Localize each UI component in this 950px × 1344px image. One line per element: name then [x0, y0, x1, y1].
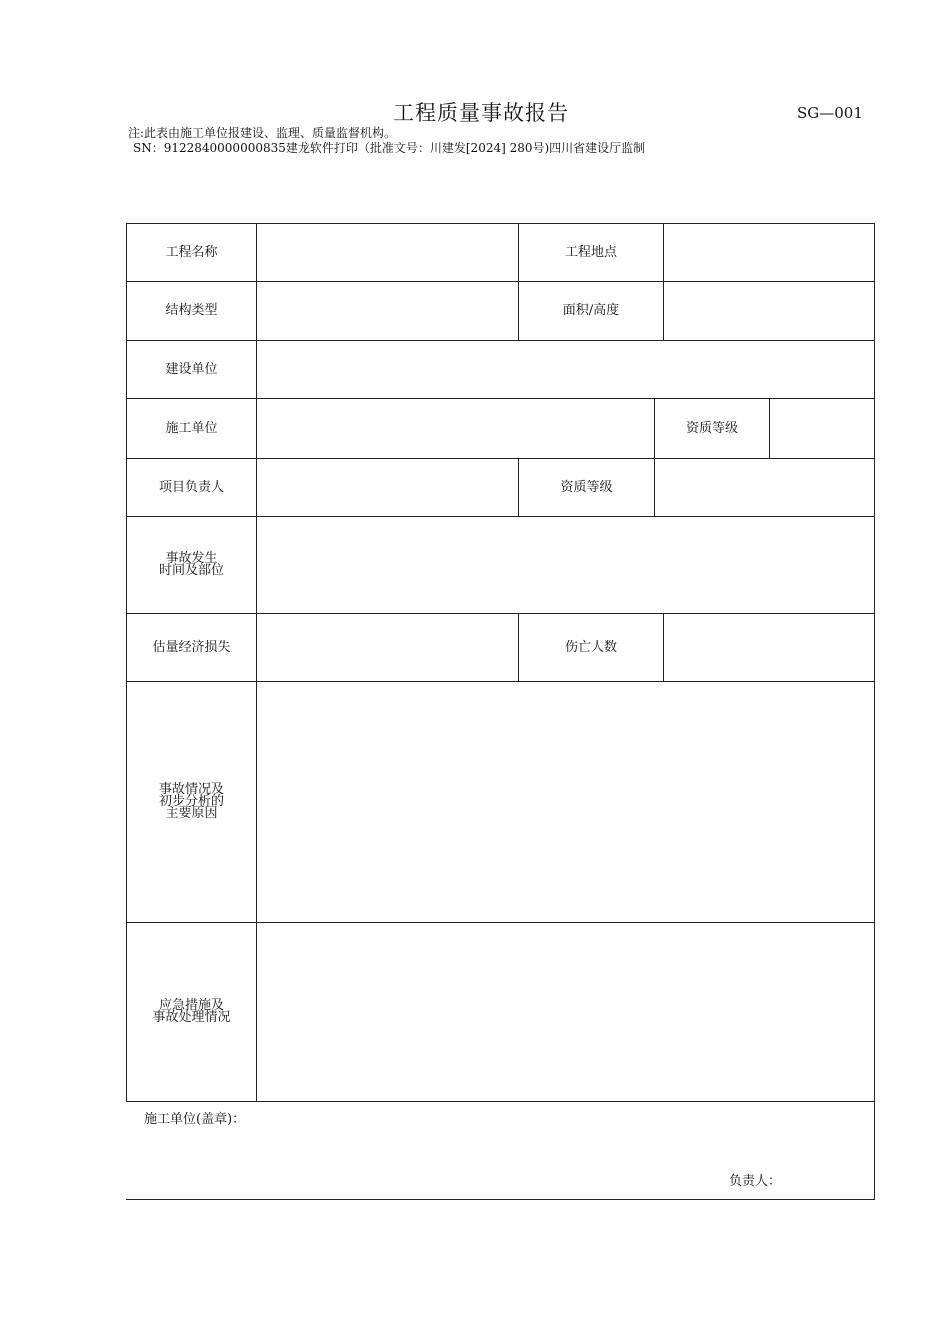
accident-cause-label-line-2: 初步分析的	[158, 794, 224, 809]
form-code: SG—001	[797, 104, 863, 122]
project-name-field[interactable]	[257, 223, 519, 282]
accident-cause-label	[126, 682, 257, 923]
signature-area[interactable]	[126, 1102, 875, 1200]
emergency-label-line-1: 应急措施及	[158, 998, 224, 1013]
economic-loss-field[interactable]	[257, 614, 519, 682]
construction-unit-field[interactable]	[257, 399, 655, 459]
area-height-label: 面积/高度	[519, 282, 664, 341]
accident-cause-label-line-1: 事故情况及	[158, 782, 224, 797]
form-note: 注:此表由施工单位报建设、监理、质量监督机构。	[128, 126, 397, 140]
construction-unit-label: 施工单位	[126, 399, 257, 459]
project-manager-label: 项目负责人	[126, 459, 257, 517]
owner-unit-field[interactable]	[257, 341, 875, 399]
qualification-label-1: 资质等级	[655, 399, 770, 459]
project-name-label: 工程名称	[126, 223, 257, 282]
owner-unit-label: 建设单位	[126, 341, 257, 399]
project-location-field[interactable]	[664, 223, 875, 282]
accident-time-field[interactable]	[257, 517, 875, 614]
economic-loss-label: 估量经济损失	[126, 614, 257, 682]
emergency-field[interactable]	[257, 923, 875, 1102]
responsible-person-label: 负责人：	[729, 1174, 782, 1189]
accident-time-label	[126, 517, 257, 614]
structure-type-field[interactable]	[257, 282, 519, 341]
accident-cause-label-line-3: 主要原因	[165, 806, 218, 821]
serial-number: SN：9122840000000835建龙软件打印（批准文号：川建发[2024] 280号)四川省建设厅监制	[133, 141, 646, 155]
emergency-label	[126, 923, 257, 1102]
accident-time-label-line-2: 时间及部位	[158, 563, 224, 578]
area-height-field[interactable]	[664, 282, 875, 341]
project-manager-field[interactable]	[257, 459, 519, 517]
qualification-field-2[interactable]	[655, 459, 875, 517]
casualties-field[interactable]	[664, 614, 875, 682]
qualification-label-2: 资质等级	[519, 459, 655, 517]
project-location-label: 工程地点	[519, 223, 664, 282]
report-title: 工程质量事故报告	[393, 101, 569, 125]
casualties-label: 伤亡人数	[519, 614, 664, 682]
emergency-label-line-2: 事故处理情况	[152, 1010, 231, 1025]
qualification-field-1[interactable]	[770, 399, 875, 459]
accident-time-label-line-1: 事故发生	[165, 551, 218, 566]
accident-report-form	[126, 223, 875, 1200]
accident-cause-field[interactable]	[257, 682, 875, 923]
structure-type-label: 结构类型	[126, 282, 257, 341]
construction-unit-seal-label: 施工单位(盖章)：	[144, 1112, 246, 1127]
